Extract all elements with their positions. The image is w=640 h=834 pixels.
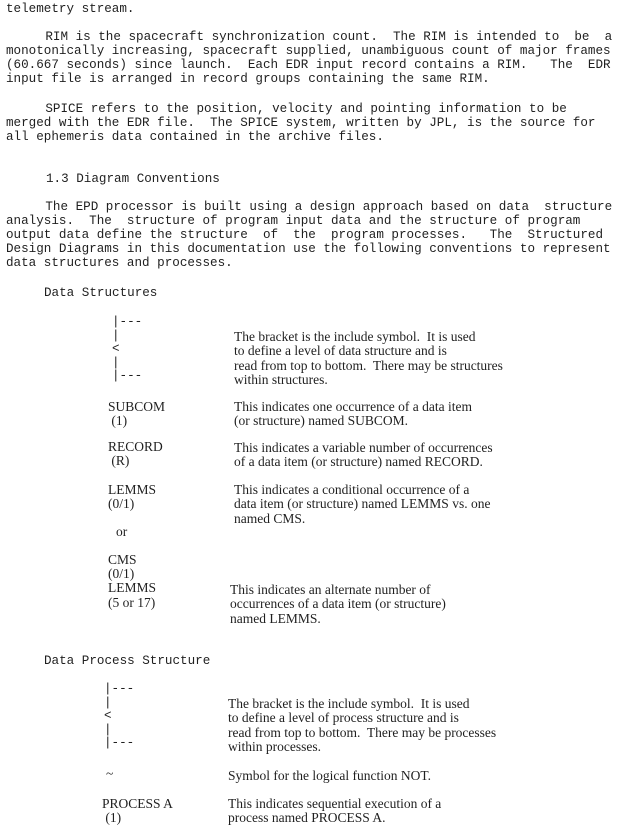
subcom-description: This indicates one occurrence of a data item (or structure) named SUBCOM. <box>234 399 473 429</box>
lemms-description: This indicates a conditional occurrence of a data item (or structure) named LEMMS vs. one named CMS. <box>234 482 491 526</box>
bracket-description: The bracket is the include symbol. It is used to define a level of data structure and is read from top to bottom. There may be structures within structures. <box>234 329 503 388</box>
process-a-description: This indicates sequential execution of a process named PROCESS A. <box>228 796 442 826</box>
process-structure-heading: Data Process Structure <box>44 654 211 668</box>
or-label: or <box>116 524 128 539</box>
intro-line: monotonically increasing, spacecraft supplied, unambiguous count of major frames <box>6 44 611 58</box>
section-line: Design Diagrams in this documentation use the following conventions to represent <box>6 242 611 256</box>
subcom-label: SUBCOM (1) <box>108 399 166 429</box>
alternate-description: This indicates an alternate number of occurrences of a data item (or structure) named LEMMS. <box>230 582 446 626</box>
section-line: output data define the structure of the program processes. The Structured <box>6 228 604 242</box>
intro-line: input file is arranged in record groups containing the same RIM. <box>6 72 490 86</box>
intro-line: merged with the EDR file. The SPICE system, written by JPL, is the source for <box>6 116 596 130</box>
not-symbol: ~ <box>106 766 114 781</box>
data-structures-heading: Data Structures <box>44 286 158 300</box>
intro-line: telemetry stream. <box>6 2 135 16</box>
process-bracket-description: The bracket is the include symbol. It is used to define a level of process structure and is read from top to bottom. There may be processes within processes. <box>228 696 497 755</box>
process-bracket-symbol: |--- | < | |--- <box>104 682 135 751</box>
cms-lemms-label: CMS (0/1) LEMMS (5 or 17) <box>108 552 157 610</box>
section-line: analysis. The structure of program input data and the structure of program <box>6 214 581 228</box>
include-bracket-symbol: |--- | < | |--- <box>112 315 143 384</box>
lemms-label: LEMMS (0/1) <box>108 482 157 512</box>
intro-line: all ephemeris data contained in the archive files. <box>6 130 384 144</box>
process-a-label: PROCESS A (1) <box>102 796 173 826</box>
intro-line: SPICE refers to the position, velocity and pointing information to be <box>0 102 567 116</box>
section-line: data structures and processes. <box>6 256 233 270</box>
section-line: The EPD processor is built using a design approach based on data structure <box>0 200 613 214</box>
record-description: This indicates a variable number of occurrences of a data item (or structure) named RECORD. <box>234 440 493 470</box>
section-heading: 1.3 Diagram Conventions <box>46 172 220 186</box>
intro-line: RIM is the spacecraft synchronization count. The RIM is intended to be a <box>0 30 613 44</box>
intro-line: (60.667 seconds) since launch. Each EDR input record contains a RIM. The EDR <box>6 58 611 72</box>
not-description: Symbol for the logical function NOT. <box>228 768 431 783</box>
record-label: RECORD (R) <box>108 439 163 469</box>
